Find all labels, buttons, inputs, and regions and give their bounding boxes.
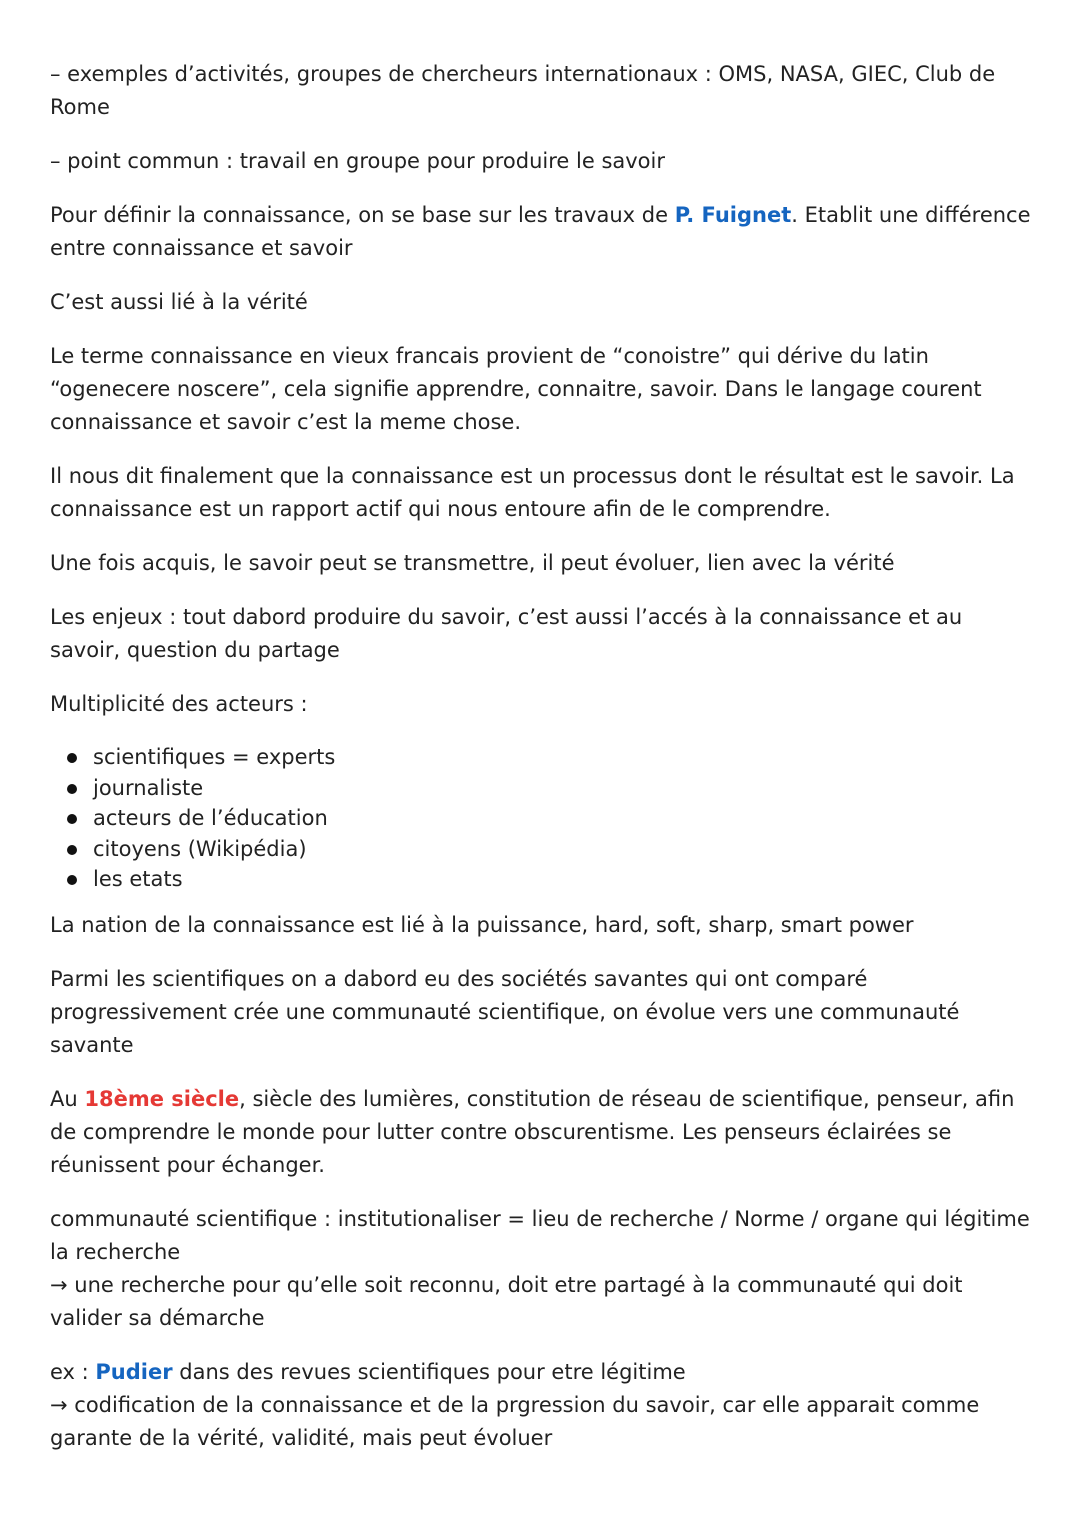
paragraph-definition: [50, 199, 1035, 265]
paragraph-power: La nation de la connaissance est lié à la puissance, hard, soft, sharp, smart power: [50, 912, 914, 937]
paragraph-text: ex :: [50, 1359, 96, 1384]
list-item: [50, 864, 1035, 895]
paragraph-text: → codification de la connaissance et de la prgression du savoir, car elle apparait comme garante de la vérité, validité, mais peut évoluer: [50, 1392, 980, 1450]
bullet-line-common-point: – point commun : travail en groupe pour produire le savoir: [50, 149, 665, 173]
document-page: [50, 58, 1035, 1476]
actors-list: [50, 742, 1035, 895]
list-item: [50, 742, 1035, 773]
bullet-line-examples: – exemples d’activités, groupes de chercheurs internationaux : OMS, NASA, GIEC, Club de Rome: [50, 62, 996, 119]
paragraph-etymology: Le terme connaissance en vieux francais provient de “conoistre” qui dérive du latin “ogenecere noscere”, cela signifie apprendre, connaitre, savoir. Dans le langage courent connaissance et savoir c’est la meme chose.: [50, 344, 982, 434]
paragraph-community: [50, 1203, 1035, 1335]
paragraph-text: . Etablit une différence entre connaissance et savoir: [50, 203, 1031, 260]
paragraph-text: dans des revues scientifiques pour etre légitime: [172, 1359, 686, 1384]
paragraph-transmission: Une fois acquis, le savoir peut se transmettre, il peut évoluer, lien avec la vérité: [50, 551, 895, 575]
name-highlight: Pudier: [95, 1359, 173, 1384]
paragraph-societies: Parmi les scientifiques on a dabord eu des sociétés savantes qui ont comparé progressivement crée une communauté scientifique, on évolue vers une communauté savante: [50, 966, 960, 1057]
paragraph-example: [50, 1356, 1035, 1455]
bullet-dot-icon: [67, 875, 77, 885]
paragraph-text: → une recherche pour qu’elle soit reconnu, doit etre partagé à la communauté qui doit valider sa démarche: [50, 1272, 963, 1330]
list-item-text: citoyens (Wikipédia): [93, 836, 307, 861]
author-name-highlight: P. Fuignet: [674, 203, 792, 227]
bullet-dot-icon: [67, 784, 77, 794]
paragraph-text: , siècle des lumières, constitution de réseau de scientifique, penseur, afin de comprendre le monde pour lutter contre obscurentisme. Les penseurs éclairées se réunissent pour échanger.: [50, 1086, 1015, 1177]
list-item-text: acteurs de l’éducation: [93, 806, 328, 830]
bullet-dot-icon: [67, 845, 77, 855]
paragraph-enlightenment: [50, 1083, 1035, 1182]
list-item-text: journaliste: [93, 775, 204, 800]
list-item-text: les etats: [93, 867, 183, 891]
bullet-dot-icon: [67, 814, 77, 824]
century-highlight: 18ème siècle: [84, 1086, 240, 1111]
paragraph-text: communauté scientifique : institutionaliser = lieu de recherche / Norme / organe qui légitime la recherche: [50, 1206, 1030, 1264]
list-item: [50, 773, 1035, 804]
example-line: [50, 1356, 1035, 1389]
list-item: [50, 834, 1035, 865]
paragraph-text: Au: [50, 1086, 85, 1111]
paragraph-truth: C’est aussi lié à la vérité: [50, 290, 308, 314]
paragraph-process: Il nous dit finalement que la connaissance est un processus dont le résultat est le savoir. La connaissance est un rapport actif qui nous entoure afin de le comprendre.: [50, 464, 1015, 521]
paragraph-text: Pour définir la connaissance, on se base sur les travaux de: [50, 203, 675, 227]
bullet-dot-icon: [67, 753, 77, 763]
paragraph-actors-heading: Multiplicité des acteurs :: [50, 692, 308, 716]
paragraph-stakes: Les enjeux : tout dabord produire du savoir, c’est aussi l’accés à la connaissance et au savoir, question du partage: [50, 605, 963, 662]
list-item: [50, 803, 1035, 834]
list-item-text: scientifiques = experts: [93, 745, 336, 769]
